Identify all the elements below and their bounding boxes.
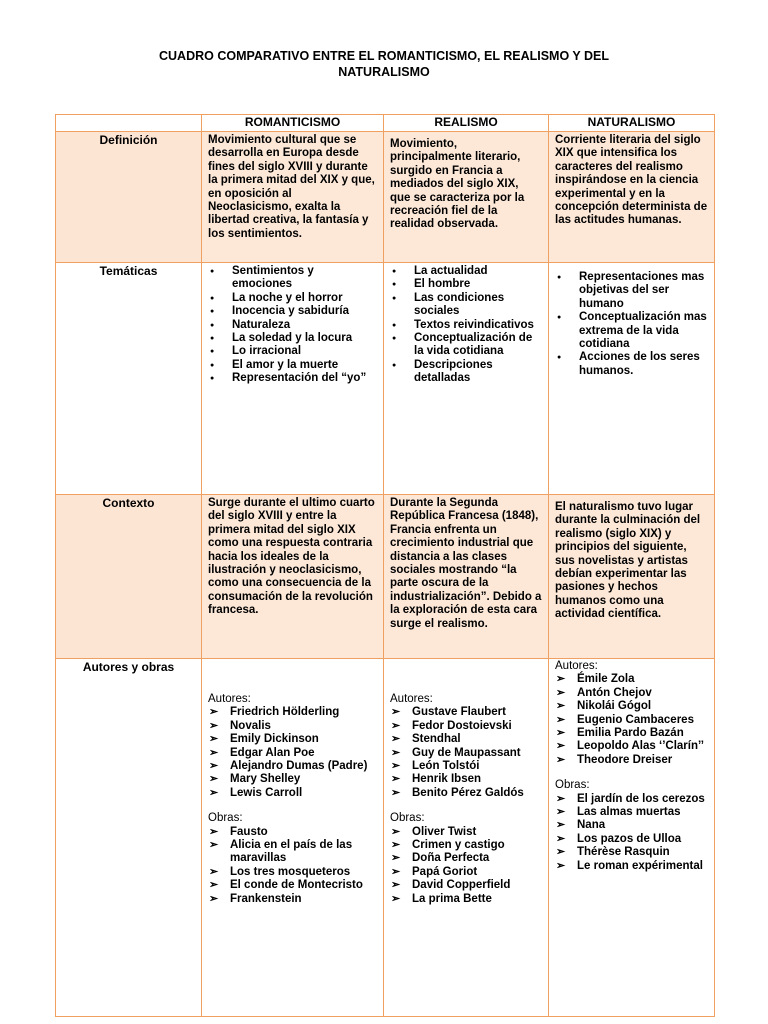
- list-item: ➢ León Tolstói: [390, 760, 542, 773]
- list-item: ● Descripciones detalladas: [390, 359, 542, 386]
- list-item: ● Lo irracional: [208, 345, 377, 358]
- header-row: [56, 115, 715, 132]
- list-item: ● El hombre: [390, 278, 542, 291]
- list-item: ➢ Émile Zola: [555, 673, 708, 686]
- list-item: ➢ Antón Chejov: [555, 687, 708, 700]
- autores-heading: Autores:: [208, 693, 251, 705]
- title-line-2: NATURALISMO: [338, 65, 430, 79]
- obras-romanticismo-list: [208, 826, 377, 906]
- list-item: ➢ Alejandro Dumas (Padre): [208, 760, 377, 773]
- autores-romanticismo-list: [208, 706, 377, 800]
- obras-heading: Obras:: [390, 812, 425, 825]
- list-item: ➢ El conde de Montecristo: [208, 879, 377, 892]
- obras-heading: Obras:: [208, 812, 243, 825]
- row-label-autores: Autores y obras: [56, 659, 202, 1017]
- list-item: ➢ Friedrich Hölderling: [208, 706, 377, 719]
- list-item: ➢ Guy de Maupassant: [390, 747, 542, 760]
- list-item: ● Conceptualización de la vida cotidiana: [390, 332, 542, 359]
- contexto-romanticismo: Surge durante el ultimo cuarto del siglo XVIII y entre la primera mitad del siglo XIX como una respuesta contraria hacia los ideales de la ilustración y neoclasicismo, como una consecuencia de la consumación de la revolución francesa.: [202, 495, 384, 659]
- definicion-romanticismo: Movimiento cultural que se desarrolla en Europa desde fines del siglo XVIII y durante la primera mitad del XIX y que, en oposición al Neoclasicismo, exalta la libertad creativa, la fantasía y los sentimientos.: [202, 132, 384, 263]
- list-item: ➢ Alicia en el país de las maravillas: [208, 839, 377, 866]
- row-definicion: [56, 132, 715, 263]
- list-item: ➢ Le roman expérimental: [555, 860, 708, 873]
- list-item: ➢ David Copperfield: [390, 879, 542, 892]
- list-item: ➢ Leopoldo Alas ‘’Clarín’’: [555, 740, 708, 753]
- list-item: ➢ Henrik Ibsen: [390, 773, 542, 786]
- title-line-1: CUADRO COMPARATIVO ENTRE EL ROMANTICISMO, EL REALISMO Y DEL: [158, 49, 610, 63]
- row-label-definicion: Definición: [56, 132, 202, 263]
- header-naturalismo: NATURALISMO: [549, 115, 715, 132]
- header-romanticismo: ROMANTICISMO: [202, 115, 384, 132]
- list-item: ● Representaciones mas objetivas del ser humano: [555, 271, 708, 311]
- list-item: ➢ Theodore Dreiser: [555, 754, 708, 767]
- list-item: ➢ Las almas muertas: [555, 806, 708, 819]
- list-item: ● Naturaleza: [208, 319, 377, 332]
- tematicas-realismo-list: [390, 265, 542, 386]
- list-item: ➢ Lewis Carroll: [208, 787, 377, 800]
- row-label-tematicas: Temáticas: [56, 263, 202, 495]
- list-item: ➢ Benito Pérez Galdós: [390, 787, 542, 800]
- list-item: ➢ Edgar Alan Poe: [208, 747, 377, 760]
- document-title: [0, 48, 768, 80]
- list-item: ● La soledad y la locura: [208, 332, 377, 345]
- autores-heading: Autores:: [555, 660, 598, 672]
- contexto-realismo: Durante la Segunda República Francesa (1848), Francia enfrenta un crecimiento industrial que distancia a las clases sociales mostrando “la parte oscura de la industrialización”. Debido a la exploración de esta cara surge el realismo.: [384, 495, 549, 659]
- list-item: ➢ Los tres mosqueteros: [208, 866, 377, 879]
- list-item: ● Conceptualización mas extrema de la vida cotidiana: [555, 311, 708, 351]
- list-item: ➢ Eugenio Cambaceres: [555, 714, 708, 727]
- obras-naturalismo-list: [555, 793, 708, 873]
- list-item: ➢ Mary Shelley: [208, 773, 377, 786]
- row-autores: [56, 659, 715, 1017]
- autores-naturalismo: [549, 659, 715, 1017]
- list-item: ● El amor y la muerte: [208, 359, 377, 372]
- obras-heading: Obras:: [555, 779, 590, 792]
- header-realismo: REALISMO: [384, 115, 549, 132]
- autores-heading: Autores:: [390, 693, 433, 705]
- tematicas-romanticismo-list: [208, 265, 377, 386]
- tematicas-naturalismo-list: [555, 271, 708, 378]
- header-empty: [56, 115, 202, 132]
- contexto-naturalismo: El naturalismo tuvo lugar durante la culminación del realismo (siglo XIX) y principios del siguiente, sus novelistas y artistas debían experimentar las pasiones y hechos humanos como una actividad científica.: [549, 495, 715, 659]
- tematicas-romanticismo: [202, 263, 384, 495]
- list-item: ➢ Los pazos de Ulloa: [555, 833, 708, 846]
- list-item: ➢ Gustave Flaubert: [390, 706, 542, 719]
- list-item: ➢ Fedor Dostoievski: [390, 720, 542, 733]
- tematicas-realismo: [384, 263, 549, 495]
- list-item: ➢ Nana: [555, 819, 708, 832]
- list-item: ➢ Emilia Pardo Bazán: [555, 727, 708, 740]
- list-item: ● Inocencia y sabiduría: [208, 305, 377, 318]
- obras-realismo-list: [390, 826, 542, 906]
- list-item: ● Sentimientos y emociones: [208, 265, 377, 292]
- list-item: ● Acciones de los seres humanos.: [555, 351, 708, 378]
- list-item: ➢ Fausto: [208, 826, 377, 839]
- list-item: ● Las condiciones sociales: [390, 292, 542, 319]
- list-item: ● Textos reivindicativos: [390, 319, 542, 332]
- autores-realismo: [384, 659, 549, 1017]
- list-item: ➢ El jardín de los cerezos: [555, 793, 708, 806]
- list-item: ● La actualidad: [390, 265, 542, 278]
- tematicas-naturalismo: [549, 263, 715, 495]
- definicion-naturalismo: Corriente literaria del siglo XIX que intensifica los caracteres del realismo inspirándose en la ciencia experimental y en la concepción determinista de las actitudes humanas.: [549, 132, 715, 263]
- list-item: ● La noche y el horror: [208, 292, 377, 305]
- list-item: ➢ Doña Perfecta: [390, 852, 542, 865]
- list-item: ➢ Emily Dickinson: [208, 733, 377, 746]
- list-item: ● Representación del “yo”: [208, 372, 377, 385]
- list-item: ➢ Papá Goriot: [390, 866, 542, 879]
- autores-naturalismo-list: [555, 673, 708, 767]
- list-item: ➢ Oliver Twist: [390, 826, 542, 839]
- autores-realismo-list: [390, 706, 542, 800]
- autores-romanticismo: [202, 659, 384, 1017]
- list-item: ➢ Novalis: [208, 720, 377, 733]
- list-item: ➢ Nikolái Gógol: [555, 700, 708, 713]
- definicion-realismo: Movimiento, principalmente literario, surgido en Francia a mediados del siglo XIX, que se caracteriza por la recreación fiel de la realidad observada.: [384, 132, 549, 263]
- list-item: ➢ Stendhal: [390, 733, 542, 746]
- comparison-table: [55, 114, 715, 1017]
- row-contexto: [56, 495, 715, 659]
- list-item: ➢ Frankenstein: [208, 893, 377, 906]
- list-item: ➢ Crimen y castigo: [390, 839, 542, 852]
- list-item: ➢ Thérèse Rasquin: [555, 846, 708, 859]
- row-label-contexto: Contexto: [56, 495, 202, 659]
- list-item: ➢ La prima Bette: [390, 893, 542, 906]
- row-tematicas: [56, 263, 715, 495]
